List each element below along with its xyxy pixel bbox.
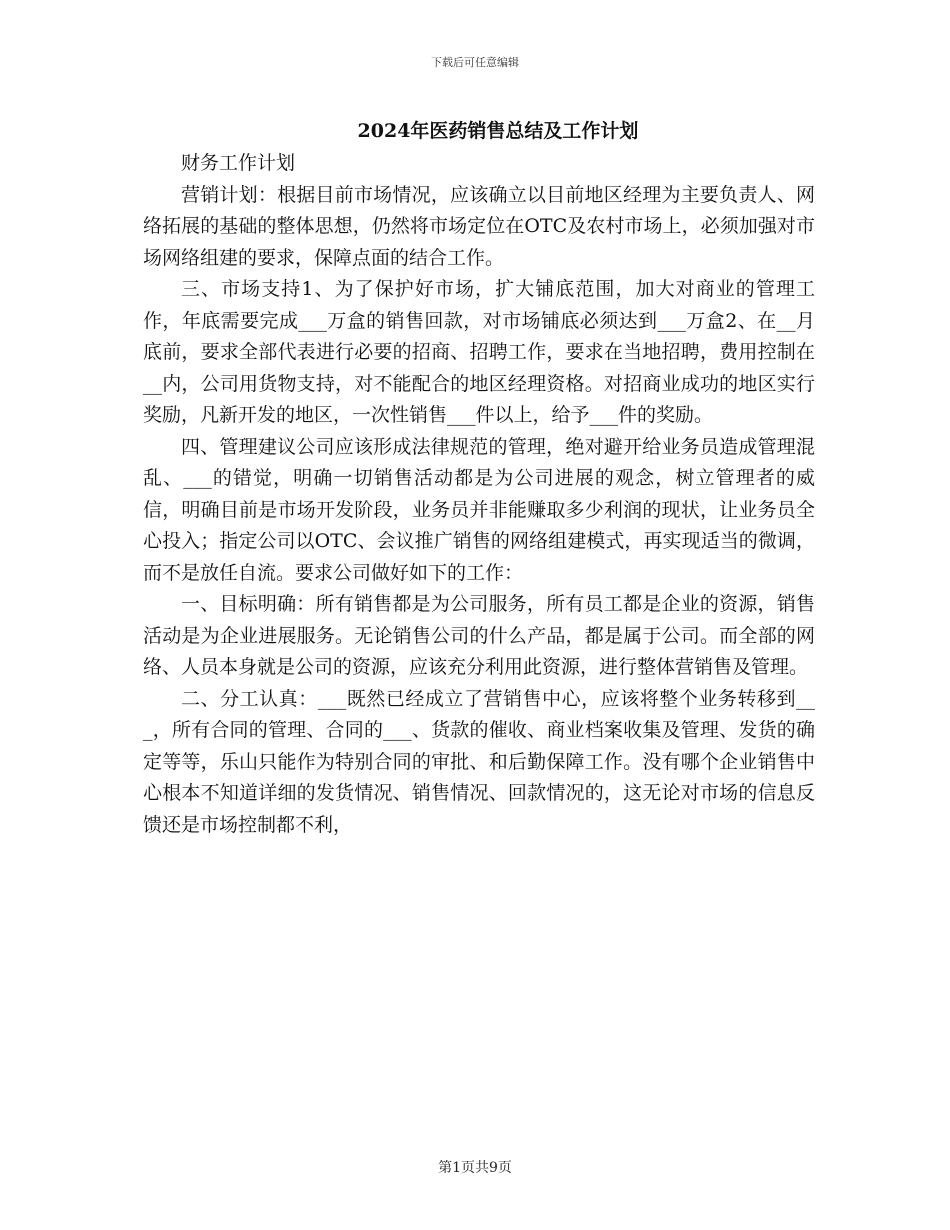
paragraph-market-support: 三、市场支持1、为了保护好市场，扩大铺底范围，加大对商业的管理工作，年底需要完成___万盒的销售回款，对市场铺底必须达到___万盒2、在__月底前，要求全部代表进行必要的招商、招聘工作，要求在当地招聘，费用控制在__内，公司用货物支持，对不能配合的地区经理资格。对招商业成功的地区实行奖励，凡新开发的地区，一次性销售___件以上，给予___件的奖励。: [143, 278, 815, 426]
paragraph-management-advice: 四、管理建议公司应该形成法律规范的管理，绝对避开给业务员造成管理混乱、___的错觉，明确一切销售活动都是为公司进展的观念，树立管理者的威信，明确目前是市场开发阶段，业务员并非能赚取多少利润的现状，让业务员全心投入；指定公司以OTC、会议推广销售的网络组建模式，再实现适当的微调，而不是放任自流。要求公司做好如下的工作：: [143, 435, 815, 584]
paragraph-finance-plan: 财务工作计划: [181, 152, 296, 174]
paragraph-division-of-work: 二、分工认真：___既然已经成立了营销售中心，应该将整个业务转移到___，所有合同的管理、合同的___、货款的催收、商业档案收集及管理、发货的确定等等，乐山只能作为特别合同的审批、和后勤保障工作。没有哪个企业销售中心根本不知道详细的发货情况、销售情况、回款情况的，这无论对市场的信息反馈还是市场控制都不利，: [143, 687, 815, 836]
paragraph-clear-goals: 一、目标明确：所有销售都是为公司服务，所有员工都是企业的资源，销售活动是为企业进展服务。无论销售公司的什么产品，都是属于公司。而全部的网络、人员本身就是公司的资源，应该充分利用此资源，进行整体营销售及管理。: [143, 593, 815, 678]
paragraph-marketing-plan: 营销计划：根据目前市场情况，应该确立以目前地区经理为主要负责人、网络拓展的基础的整体思想，仍然将市场定位在OTC及农村市场上，必须加强对市场网络组建的要求，保障点面的结合工作。: [143, 183, 815, 269]
document-title: 2024年医药销售总结及工作计划: [357, 120, 639, 142]
page-number-footer: 第1页共9页: [438, 1160, 512, 1176]
header-note: 下载后可任意编辑: [431, 56, 519, 69]
document-body: [143, 148, 815, 841]
